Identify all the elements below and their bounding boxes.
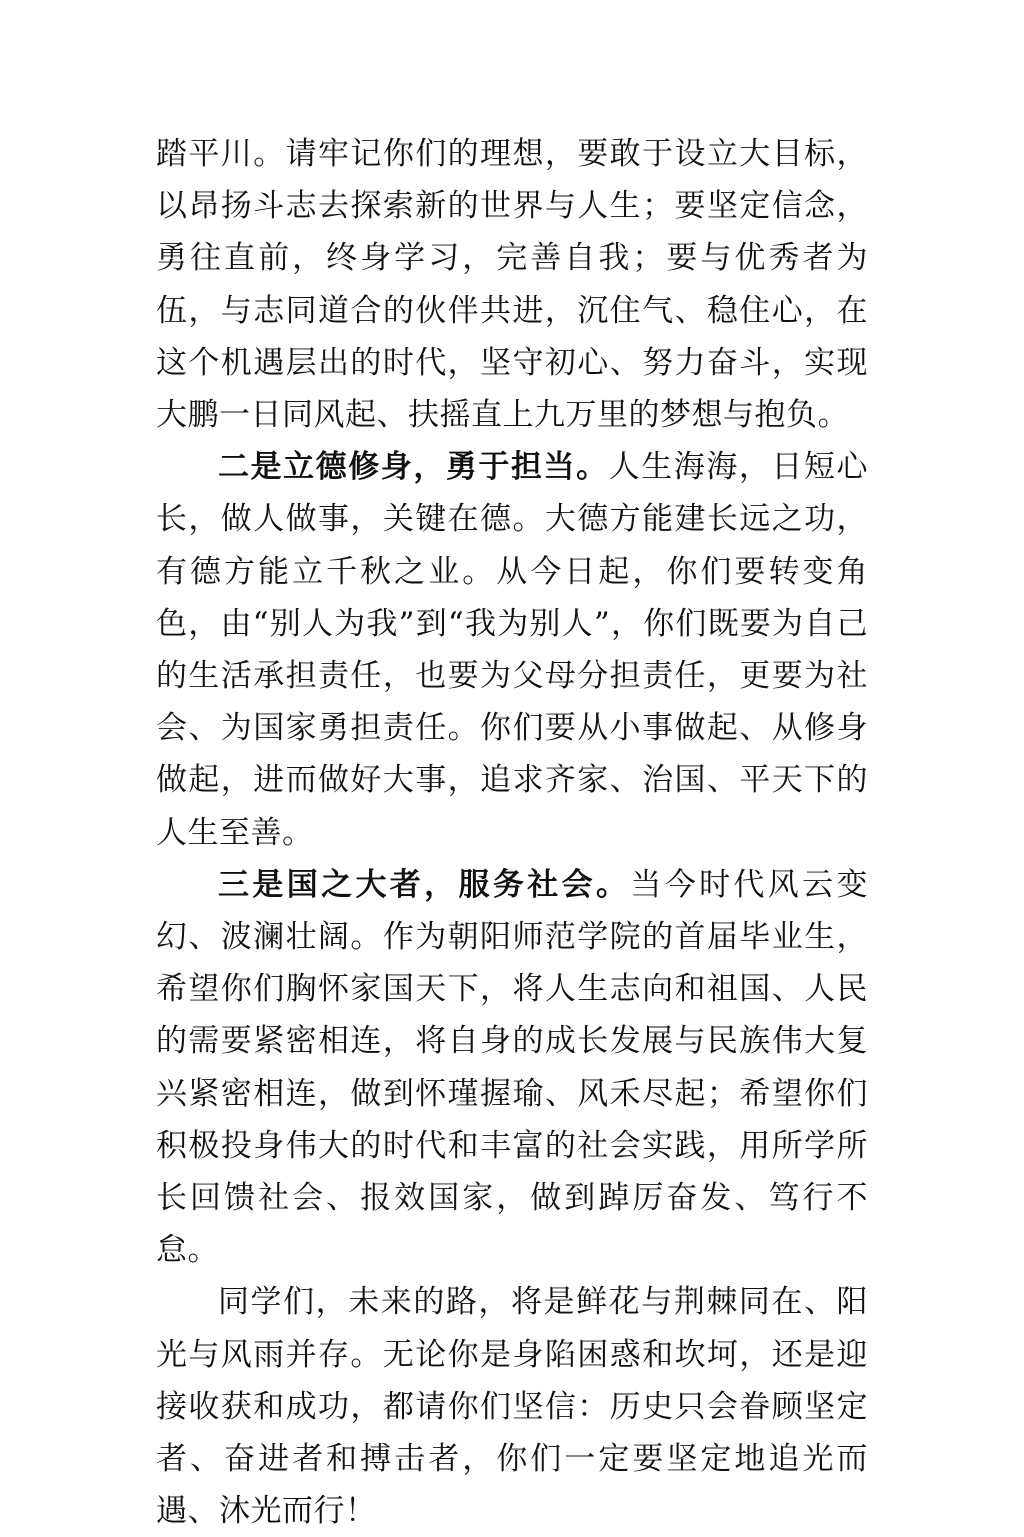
paragraph-continuation bbox=[156, 128, 868, 441]
paragraph-heading: 三是国之大者，服务社会。 bbox=[218, 866, 631, 903]
paragraph-text: 同学们，未来的路，将是鲜花与荆棘同在、阳光与风雨并存。无论你是身陷困惑和坎坷，还是迎接收获和成功，都请你们坚信：历史只会眷顾坚定者、奋进者和搏击者，你们一定要坚定地追光而遇、沐光而行！ bbox=[156, 1284, 868, 1530]
paragraph-text: 当今时代风云变幻、波澜壮阔。作为朝阳师范学院的首届毕业生，希望你们胸怀家国天下，将人生志向和祖国、人民的需要紧密相连，将自身的成长发展与民族伟大复兴紧密相连，做到怀瑾握瑜、风禾尽起；希望你们积极投身伟大的时代和丰富的社会实践，用所学所长回馈社会、报效国家，做到踔厉奋发、笃行不怠。 bbox=[156, 866, 869, 1269]
paragraph-point-three bbox=[156, 859, 868, 1277]
paragraph-point-two bbox=[156, 441, 868, 859]
paragraph-text: 踏平川。请牢记你们的理想，要敢于设立大目标，以昂扬斗志去探索新的世界与人生；要坚定信念，勇往直前，终身学习，完善自我；要与优秀者为伍，与志同道合的伙伴共进，沉住气、稳住心，在这个机遇层出的时代，坚守初心、努力奋斗，实现大鹏一日同风起、扶摇直上九万里的梦想与抱负。 bbox=[156, 136, 868, 434]
paragraph-closing bbox=[156, 1276, 868, 1537]
paragraph-heading: 二是立德修身，勇于担当。 bbox=[218, 449, 609, 486]
document-body bbox=[156, 128, 868, 1537]
paragraph-text: 人生海海，日短心长，做人做事，关键在德。大德方能建长远之功，有德方能立千秋之业。从今日起，你们要转变角色，由“别人为我”到“我为别人”，你们既要为自己的生活承担责任，也要为父母分担责任，更要为社会、为国家勇担责任。你们要从小事做起、从修身做起，进而做好大事，追求齐家、治国、平天下的人生至善。 bbox=[156, 449, 869, 851]
